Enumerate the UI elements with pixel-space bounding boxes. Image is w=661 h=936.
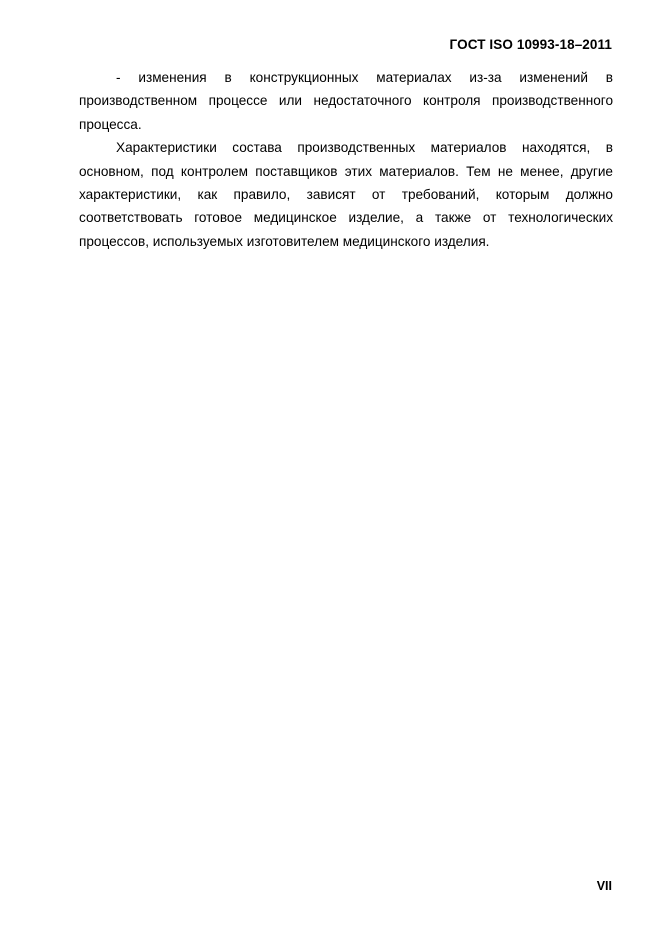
page-number: VII bbox=[596, 879, 612, 893]
document-body bbox=[79, 66, 613, 253]
paragraph-characteristics: Характеристики состава производственных материалов находятся, в основном, под контролем поставщиков этих материалов. Тем не менее, другие характеристики, как правило, зависят от требований, которым должно соответствовать готовое медицинское изделие, а также от технологических процессов, используемых изготовителем медицинского изделия. bbox=[79, 140, 613, 249]
document-header-code: ГОСТ ISO 10993-18–2011 bbox=[449, 37, 612, 52]
paragraph-list-item: - изменения в конструкционных материалах из-за изменений в производственном процессе или недостаточного контроля производственного процесса. bbox=[79, 70, 613, 132]
